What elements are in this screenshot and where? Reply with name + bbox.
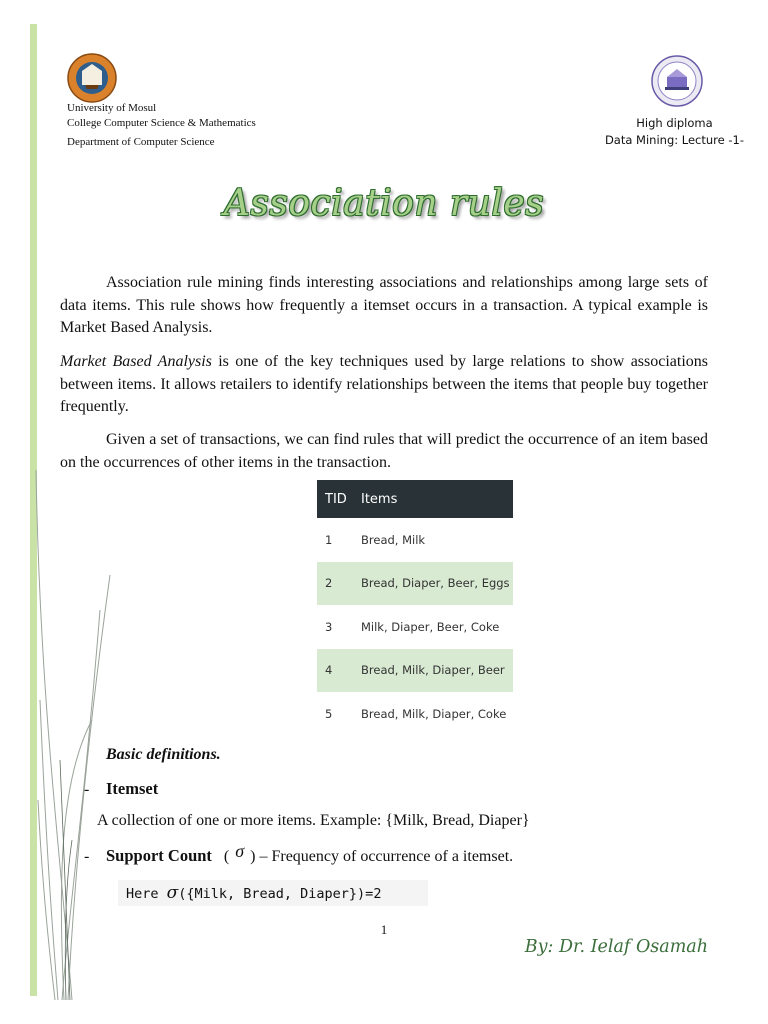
table-cell-items: Bread, Milk, Diaper, Coke [361,706,507,721]
page-title: Association rules [223,183,545,224]
table-cell-items: Bread, Milk [361,532,426,547]
market-analysis-paragraph [60,351,708,419]
itemset-description: A collection of one or more items. Example: {Milk, Bread, Diaper} [97,812,530,829]
table-cell-tid: 5 [325,706,333,721]
table-cell-tid: 1 [325,532,333,547]
support-count-bullet [84,841,514,866]
bullet-dash: - [84,781,90,798]
support-count-example [118,880,428,906]
support-paren-close: ) [250,848,256,865]
college-name: College Computer Science & Mathematics [67,117,256,129]
author-signature: By: Dr. Ielaf Osamah [524,937,708,957]
university-info [67,101,256,150]
itemset-bullet [84,779,158,799]
sigma-symbol: σ [235,841,245,861]
grass-decoration [0,0,130,1024]
table-cell-items: Bread, Diaper, Beer, Eggs [353,562,513,606]
table-row [317,518,513,562]
support-paren-open: ( [223,848,230,865]
transactions-paragraph: Given a set of transactions, we can find rules that will predict the occurrence of an item based on the occurrences of other items in the transaction. [60,431,708,471]
support-count-term: Support Count [106,846,212,865]
intro-paragraph: Association rule mining finds interesting associations and relationships among large sets of data items. This rule shows how frequently a itemset occurs in a transaction. A typical example is Market Based Analysis. [60,274,708,336]
table-cell-items: Bread, Milk, Diaper, Beer [353,649,513,693]
table-row [317,605,513,649]
example-sigma-symbol: σ [166,883,179,903]
itemset-term: Itemset [106,779,159,798]
table-row [317,649,513,693]
table-header-row [317,480,513,518]
program-label: High diploma [636,116,713,130]
course-info [605,115,744,149]
definitions-heading: Basic definitions. [106,746,221,763]
example-expression: ({Milk, Bread, Diaper})=2 [178,886,382,902]
table-row [317,692,513,736]
college-logo [651,55,703,107]
table-header-tid: TID [317,480,353,518]
table-cell-tid: 4 [317,649,353,693]
table-cell-tid: 2 [317,562,353,606]
page-number: 1 [380,922,388,937]
market-analysis-text: is one of the key techniques used by large relations to show associations between items. It allows retailers to identify relationships between the items that people buy together frequently. [60,353,709,415]
table-row [317,562,513,606]
table-header-items: Items [353,480,513,518]
table-cell-items: Milk, Diaper, Beer, Coke [361,619,500,634]
bullet-dash: - [84,848,90,865]
support-count-description: – Frequency of occurrence of a itemset. [259,848,514,865]
example-prefix: Here [126,886,167,902]
course-label: Data Mining: Lecture -1- [604,133,744,147]
table-cell-tid: 3 [325,619,333,634]
transactions-table [317,480,513,736]
market-analysis-term: Market Based Analysis [60,353,212,370]
university-logo [67,53,117,103]
university-name: University of Mosul [67,102,157,114]
department-name: Department of Computer Science [67,136,215,148]
